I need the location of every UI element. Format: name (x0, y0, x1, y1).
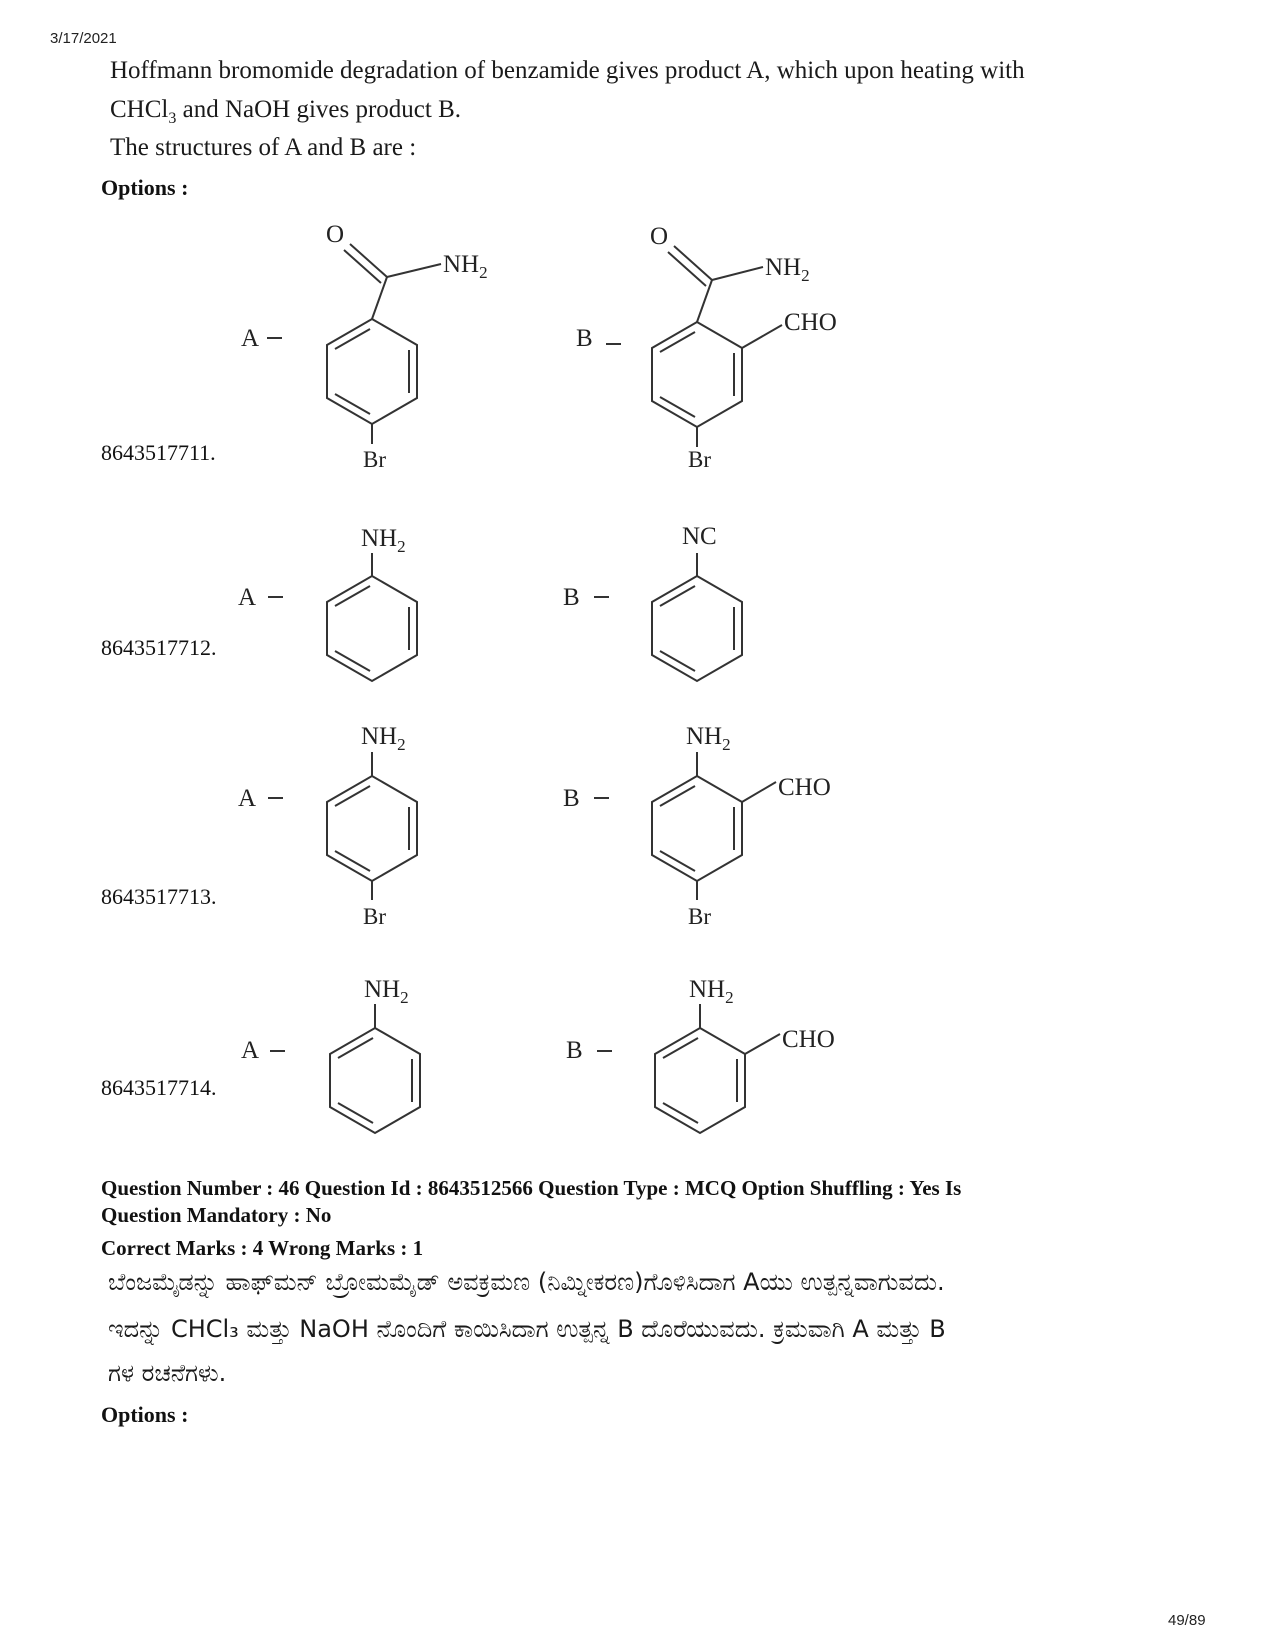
option-4-structures (241, 976, 835, 1133)
next-options-label: Options : (101, 1402, 189, 1427)
option-2-a-top: $NH_2$ (361, 525, 406, 556)
option-3-a-top: $NH_2$ (361, 723, 406, 754)
option-id-3: 8643517713. (101, 884, 217, 909)
question-line-3: The structures of A and B are : (110, 134, 417, 161)
option-3-a-label: A (238, 785, 257, 812)
kannada-question-line-3: ಗಳ ರಚನೆಗಳು. (108, 1359, 227, 1387)
option-id-4: 8643517714. (101, 1075, 217, 1100)
kannada-question-line-1: ಬೆಂಜಮೈಡನ್ನು ಹಾಫ್‌ಮನ್ ಬ್ರೋಮಮೈಡ್ ಅವಕ್ರಮಣ (ನಿಮ್ನೀಕರಣ)ಗೊಳಿಸಿದಾಗ Aಯು ಉತ್ಪನ್ನವಾಗುವದು. (108, 1268, 945, 1296)
option-2-b-label: B (563, 584, 580, 611)
question-meta-line-2: Question Mandatory : No (101, 1203, 332, 1227)
option-4-b-side: CHO (782, 1026, 835, 1053)
page-number: 49/89 (1168, 1612, 1206, 1629)
option-2-structures (238, 523, 742, 681)
option-4-a-top: $NH_2$ (364, 976, 409, 1007)
option-id-1: 8643517711. (101, 440, 216, 465)
option-3-b-side: CHO (778, 774, 831, 801)
option-4-b-top: $NH_2$ (689, 976, 734, 1007)
option-3-b-top: $NH_2$ (686, 723, 731, 754)
options-label: Options : (101, 175, 189, 200)
option-1-structures (241, 221, 837, 472)
option-1-b-bottom: Br (688, 447, 711, 472)
option-1-a-oxygen: O (326, 221, 345, 248)
option-3-b-label: B (563, 785, 580, 812)
option-1-b-amide: $NH_2$ (765, 254, 810, 285)
option-3-b-bottom: Br (688, 904, 711, 929)
option-1-b-side: CHO (784, 309, 837, 336)
option-3-a-bottom: Br (363, 904, 386, 929)
option-1-a-label: A (241, 325, 260, 352)
option-1-b-oxygen: O (650, 223, 669, 250)
question-line-1: Hoffmann bromomide degradation of benzamide gives product A, which upon heating with (110, 57, 1025, 84)
option-1-a-bottom: Br (363, 447, 386, 472)
question-meta-line-1: Question Number : 46 Question Id : 8643512566 Question Type : MCQ Option Shuffling : Yes Is (101, 1176, 962, 1200)
option-2-b-top: NC (682, 523, 717, 550)
option-id-2: 8643517712. (101, 635, 217, 660)
question-line-2: CHCl$_3$ and NaOH gives product B. (110, 96, 462, 127)
option-2-a-label: A (238, 584, 257, 611)
kannada-question-line-2: ಇದನ್ನು CHCl₃ ಮತ್ತು NaOH ನೊಂದಿಗೆ ಕಾಯಿಸಿದಾಗ ಉತ್ಪನ್ನ B ದೊರೆಯುವದು. ಕ್ರಮವಾಗಿ A ಮತ್ತು B (108, 1315, 946, 1343)
print-date: 3/17/2021 (50, 30, 117, 47)
option-1-b-label: B (576, 325, 593, 352)
option-4-b-label: B (566, 1037, 583, 1064)
option-4-a-label: A (241, 1037, 260, 1064)
option-3-structures (238, 723, 831, 929)
question-marks: Correct Marks : 4 Wrong Marks : 1 (101, 1236, 424, 1260)
option-1-a-amide: $NH_2$ (443, 251, 488, 282)
